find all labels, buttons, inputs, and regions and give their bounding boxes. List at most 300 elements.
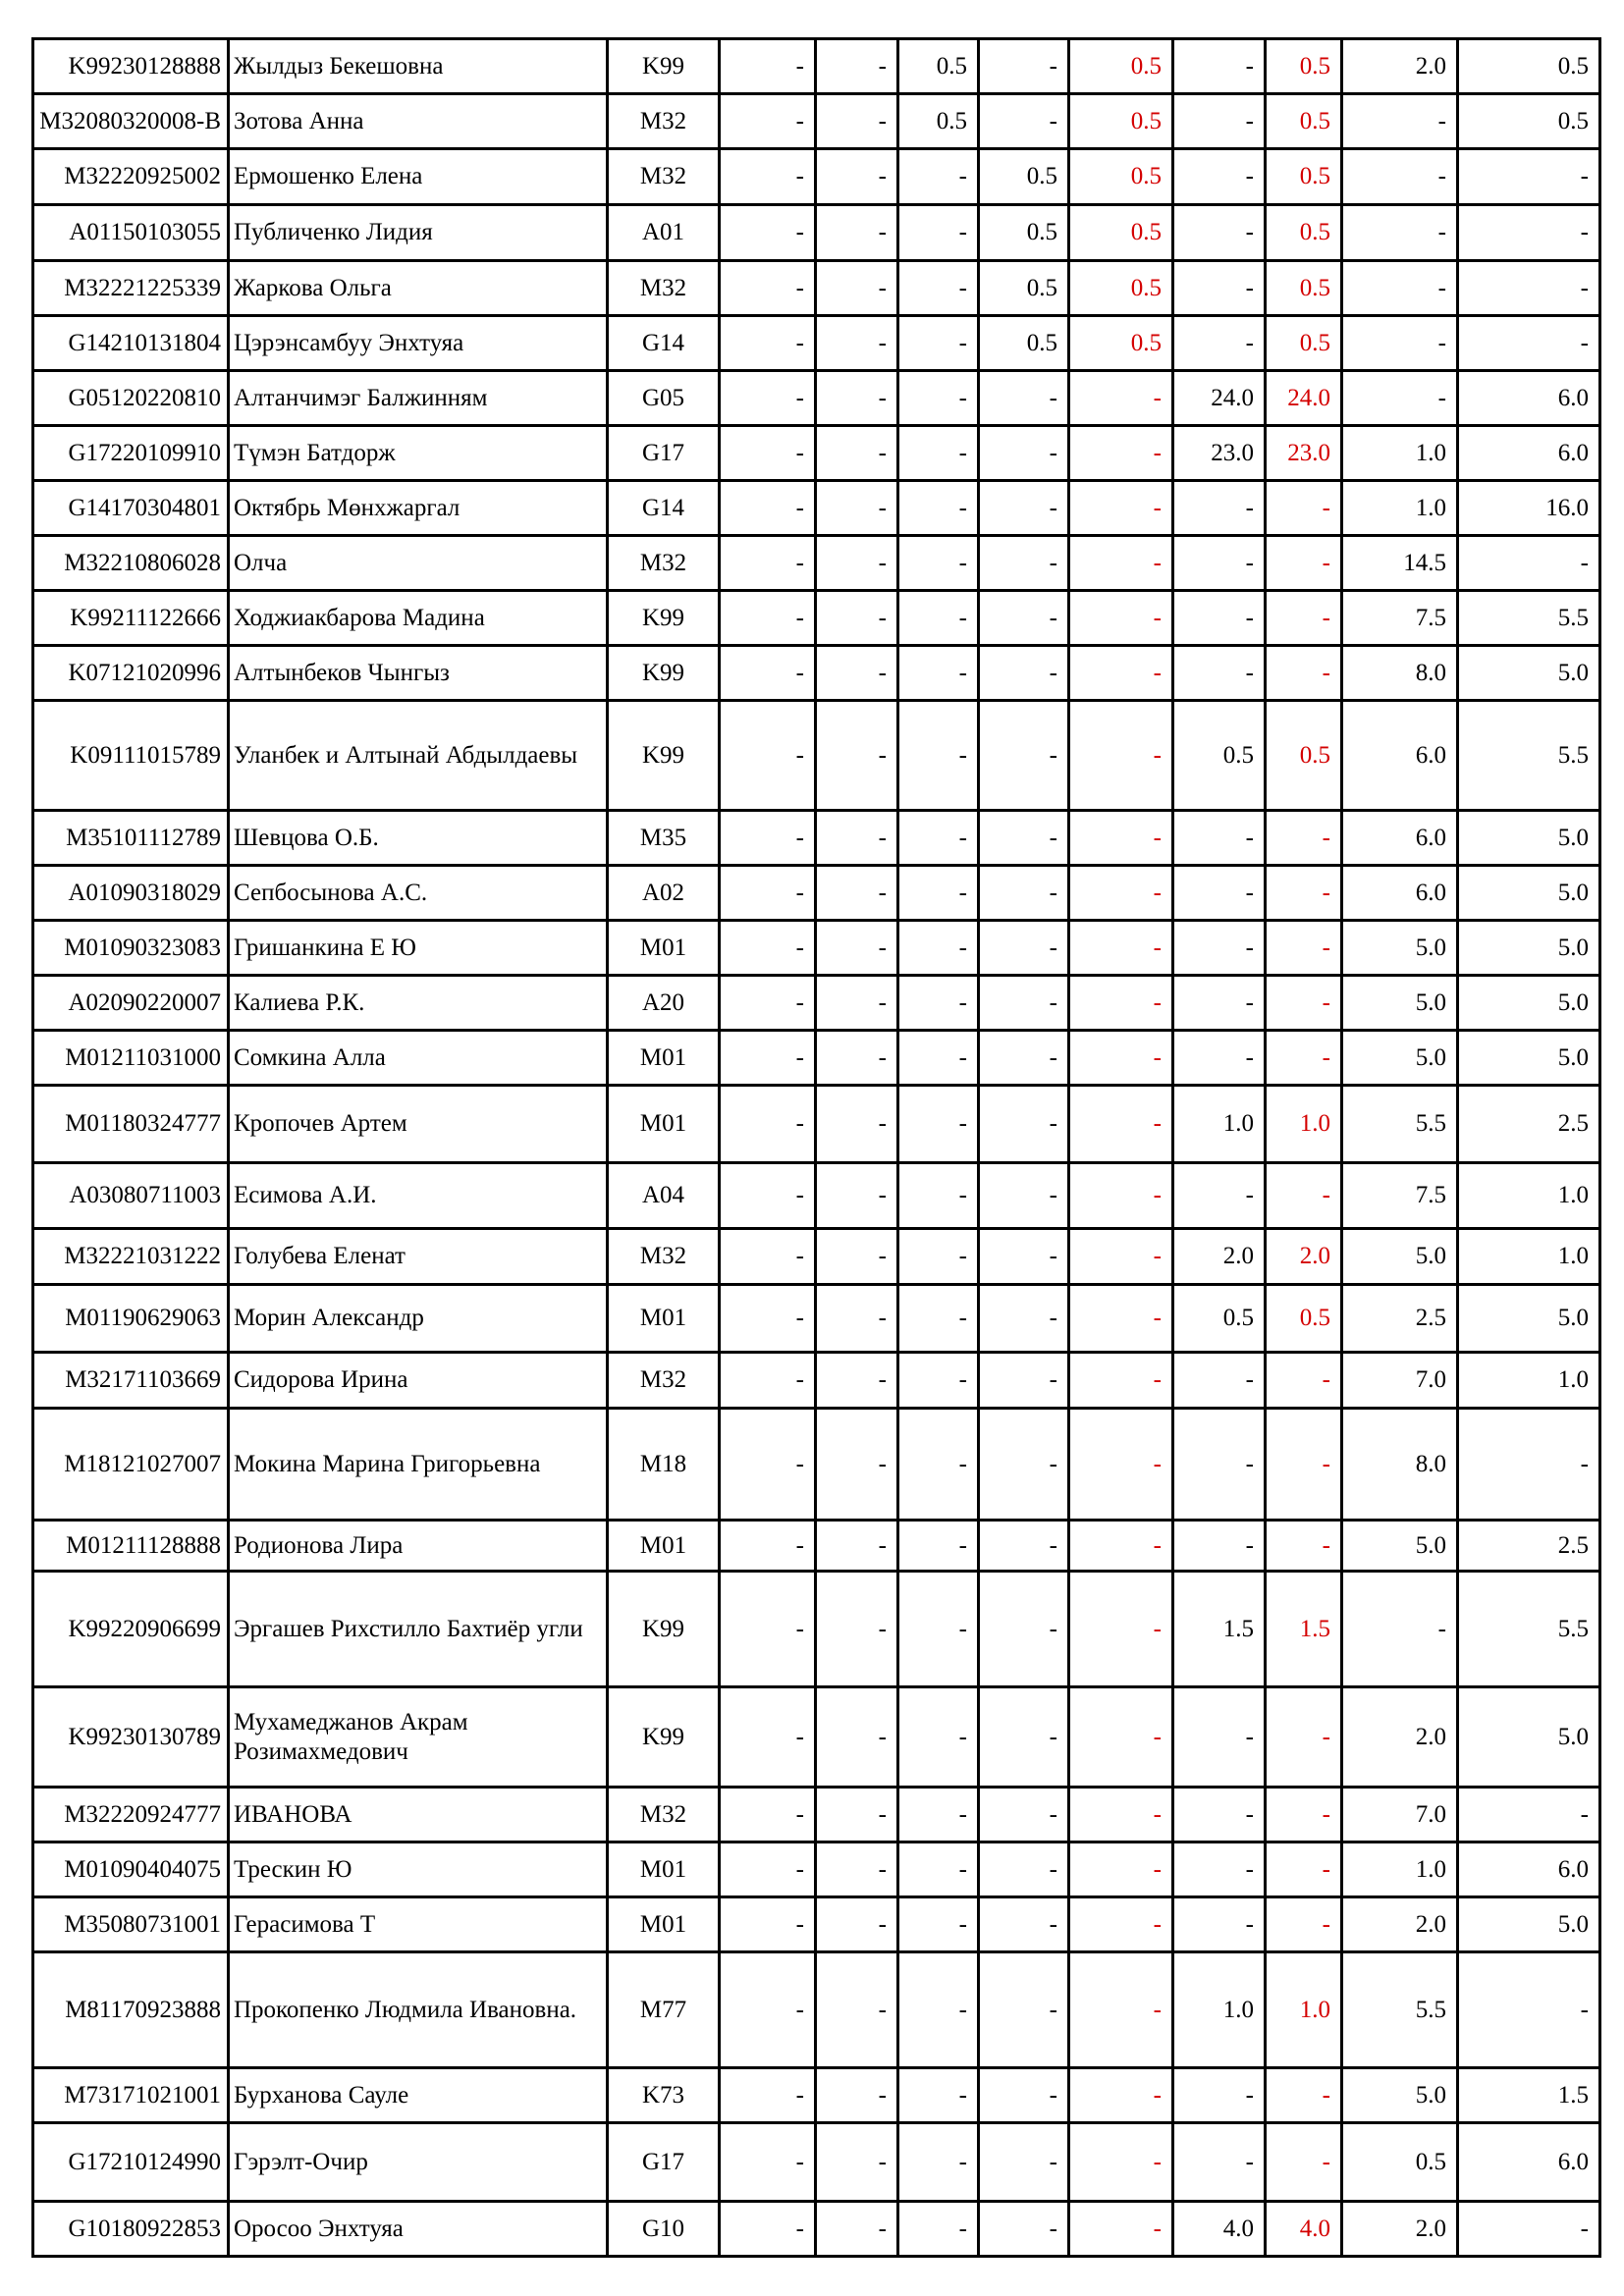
cell-value-4: -: [979, 591, 1069, 646]
table-row: [33, 701, 1600, 811]
cell-code: K99: [608, 1687, 720, 1788]
cell-value-6: 1.0: [1173, 1086, 1266, 1163]
cell-name: Бурханова Сауле: [229, 2068, 608, 2123]
cell-value-4: -: [979, 1897, 1069, 1952]
cell-value-2: -: [816, 426, 898, 481]
cell-value-9: 5.0: [1458, 1031, 1600, 1086]
table-row: [33, 811, 1600, 866]
cell-value-9: 5.0: [1458, 646, 1600, 701]
cell-value-9: 5.0: [1458, 866, 1600, 921]
cell-name: Калиева Р.К.: [229, 976, 608, 1031]
cell-name: Зотова Анна: [229, 94, 608, 149]
cell-value-7: -: [1266, 646, 1342, 701]
cell-id: K99230128888: [33, 39, 229, 94]
cell-id: A02090220007: [33, 976, 229, 1031]
cell-value-5: -: [1069, 1285, 1173, 1353]
cell-name: Мокина Марина Григорьевна: [229, 1409, 608, 1521]
table-row: [33, 261, 1600, 316]
cell-value-1: -: [720, 811, 816, 866]
cell-name: Олча: [229, 536, 608, 591]
cell-value-4: 0.5: [979, 316, 1069, 371]
cell-value-4: -: [979, 2202, 1069, 2257]
cell-code: G05: [608, 371, 720, 426]
cell-value-7: 1.0: [1266, 1952, 1342, 2068]
cell-value-7: 4.0: [1266, 2202, 1342, 2257]
cell-value-5: 0.5: [1069, 39, 1173, 94]
cell-value-1: -: [720, 2202, 816, 2257]
cell-value-2: -: [816, 811, 898, 866]
cell-value-2: -: [816, 1788, 898, 1842]
cell-value-2: -: [816, 39, 898, 94]
cell-value-9: 0.5: [1458, 39, 1600, 94]
cell-value-1: -: [720, 149, 816, 205]
cell-code: M32: [608, 149, 720, 205]
cell-name: Прокопенко Людмила Ивановна.: [229, 1952, 608, 2068]
cell-value-3: -: [898, 1788, 979, 1842]
cell-value-1: -: [720, 1572, 816, 1687]
cell-code: M32: [608, 1353, 720, 1409]
cell-code: M35: [608, 811, 720, 866]
cell-value-1: -: [720, 1788, 816, 1842]
cell-value-7: 0.5: [1266, 261, 1342, 316]
cell-value-2: -: [816, 149, 898, 205]
cell-value-9: 5.5: [1458, 1572, 1600, 1687]
cell-value-3: 0.5: [898, 94, 979, 149]
cell-name: Есимова А.И.: [229, 1163, 608, 1229]
cell-code: M32: [608, 261, 720, 316]
cell-value-5: -: [1069, 921, 1173, 976]
table-body: [33, 39, 1600, 2257]
cell-code: K73: [608, 2068, 720, 2123]
cell-value-6: 4.0: [1173, 2202, 1266, 2257]
cell-value-5: -: [1069, 426, 1173, 481]
cell-value-5: -: [1069, 2123, 1173, 2202]
cell-value-9: -: [1458, 316, 1600, 371]
cell-id: K07121020996: [33, 646, 229, 701]
cell-value-8: 2.0: [1342, 2202, 1458, 2257]
cell-name: Цэрэнсамбуу Энхтуяа: [229, 316, 608, 371]
cell-value-5: 0.5: [1069, 316, 1173, 371]
cell-value-9: 0.5: [1458, 94, 1600, 149]
cell-value-7: -: [1266, 1353, 1342, 1409]
cell-value-6: -: [1173, 921, 1266, 976]
cell-value-4: 0.5: [979, 205, 1069, 261]
table-row: [33, 205, 1600, 261]
cell-value-3: -: [898, 481, 979, 536]
cell-id: M01090323083: [33, 921, 229, 976]
cell-value-4: -: [979, 1788, 1069, 1842]
cell-code: A02: [608, 866, 720, 921]
cell-value-7: 0.5: [1266, 39, 1342, 94]
cell-value-2: -: [816, 866, 898, 921]
cell-value-5: -: [1069, 536, 1173, 591]
cell-value-2: -: [816, 921, 898, 976]
table-row: [33, 1163, 1600, 1229]
cell-code: A20: [608, 976, 720, 1031]
cell-value-4: -: [979, 1572, 1069, 1687]
cell-value-8: 5.5: [1342, 1952, 1458, 2068]
cell-value-3: -: [898, 646, 979, 701]
cell-value-7: -: [1266, 1842, 1342, 1897]
cell-value-9: -: [1458, 1952, 1600, 2068]
cell-id: M01211128888: [33, 1521, 229, 1572]
cell-value-4: -: [979, 646, 1069, 701]
cell-value-3: -: [898, 2123, 979, 2202]
cell-value-1: -: [720, 2068, 816, 2123]
cell-value-8: 1.0: [1342, 426, 1458, 481]
cell-value-9: -: [1458, 149, 1600, 205]
cell-value-2: -: [816, 701, 898, 811]
table-row: [33, 976, 1600, 1031]
cell-value-9: -: [1458, 2202, 1600, 2257]
cell-value-2: -: [816, 1086, 898, 1163]
cell-value-7: -: [1266, 976, 1342, 1031]
cell-value-5: 0.5: [1069, 205, 1173, 261]
cell-value-9: 16.0: [1458, 481, 1600, 536]
cell-value-4: -: [979, 976, 1069, 1031]
cell-value-3: -: [898, 1229, 979, 1285]
cell-id: M01090404075: [33, 1842, 229, 1897]
cell-value-4: -: [979, 1521, 1069, 1572]
table-row: [33, 1086, 1600, 1163]
cell-value-6: -: [1173, 1521, 1266, 1572]
cell-value-3: -: [898, 316, 979, 371]
cell-value-3: -: [898, 1842, 979, 1897]
table-row: [33, 1031, 1600, 1086]
cell-code: K99: [608, 39, 720, 94]
cell-id: G05120220810: [33, 371, 229, 426]
cell-value-1: -: [720, 1285, 816, 1353]
cell-value-7: 0.5: [1266, 149, 1342, 205]
cell-value-1: -: [720, 39, 816, 94]
cell-value-8: 7.0: [1342, 1353, 1458, 1409]
cell-value-7: -: [1266, 1163, 1342, 1229]
cell-value-6: 0.5: [1173, 1285, 1266, 1353]
cell-value-4: -: [979, 811, 1069, 866]
cell-value-3: -: [898, 149, 979, 205]
cell-value-6: -: [1173, 811, 1266, 866]
cell-value-5: -: [1069, 1086, 1173, 1163]
table-row: [33, 39, 1600, 94]
cell-value-6: -: [1173, 2123, 1266, 2202]
cell-value-6: -: [1173, 536, 1266, 591]
cell-value-7: -: [1266, 921, 1342, 976]
cell-value-1: -: [720, 316, 816, 371]
cell-id: A01090318029: [33, 866, 229, 921]
cell-value-2: -: [816, 2123, 898, 2202]
cell-value-8: 5.0: [1342, 1031, 1458, 1086]
cell-code: M01: [608, 1842, 720, 1897]
cell-value-4: -: [979, 921, 1069, 976]
table-row: [33, 646, 1600, 701]
cell-value-5: -: [1069, 1521, 1173, 1572]
cell-value-1: -: [720, 701, 816, 811]
cell-value-1: -: [720, 426, 816, 481]
cell-value-6: -: [1173, 2068, 1266, 2123]
cell-value-5: -: [1069, 1572, 1173, 1687]
table-row: [33, 2202, 1600, 2257]
cell-value-8: 0.5: [1342, 2123, 1458, 2202]
cell-value-4: -: [979, 1031, 1069, 1086]
cell-value-4: -: [979, 371, 1069, 426]
cell-value-1: -: [720, 536, 816, 591]
cell-code: K99: [608, 591, 720, 646]
cell-value-7: -: [1266, 1788, 1342, 1842]
cell-value-3: -: [898, 1409, 979, 1521]
cell-value-1: -: [720, 1163, 816, 1229]
table-row: [33, 921, 1600, 976]
cell-value-5: -: [1069, 701, 1173, 811]
cell-value-1: -: [720, 1842, 816, 1897]
cell-value-8: 5.0: [1342, 976, 1458, 1031]
cell-name: Түмэн Батдорж: [229, 426, 608, 481]
cell-value-5: -: [1069, 2068, 1173, 2123]
cell-name: Оросоо Энхтуяа: [229, 2202, 608, 2257]
cell-value-9: 6.0: [1458, 2123, 1600, 2202]
cell-id: K09111015789: [33, 701, 229, 811]
cell-value-2: -: [816, 261, 898, 316]
cell-value-2: -: [816, 976, 898, 1031]
cell-name: Шевцова О.Б.: [229, 811, 608, 866]
cell-value-3: -: [898, 811, 979, 866]
cell-value-6: -: [1173, 205, 1266, 261]
cell-value-3: -: [898, 1353, 979, 1409]
cell-value-2: -: [816, 316, 898, 371]
cell-id: A01150103055: [33, 205, 229, 261]
cell-code: M32: [608, 94, 720, 149]
cell-id: G17220109910: [33, 426, 229, 481]
cell-id: M01211031000: [33, 1031, 229, 1086]
cell-value-5: 0.5: [1069, 149, 1173, 205]
table-row: [33, 1788, 1600, 1842]
cell-value-8: 2.0: [1342, 39, 1458, 94]
cell-value-7: -: [1266, 811, 1342, 866]
cell-value-9: 2.5: [1458, 1086, 1600, 1163]
table-row: [33, 371, 1600, 426]
cell-value-5: -: [1069, 646, 1173, 701]
cell-value-6: -: [1173, 976, 1266, 1031]
cell-id: M35080731001: [33, 1897, 229, 1952]
cell-value-3: -: [898, 1687, 979, 1788]
cell-value-3: -: [898, 1952, 979, 2068]
cell-value-9: -: [1458, 205, 1600, 261]
cell-id: M01190629063: [33, 1285, 229, 1353]
cell-value-1: -: [720, 591, 816, 646]
cell-value-1: -: [720, 921, 816, 976]
cell-value-3: -: [898, 1897, 979, 1952]
cell-value-8: 2.0: [1342, 1687, 1458, 1788]
table-row: [33, 1409, 1600, 1521]
cell-value-1: -: [720, 1086, 816, 1163]
cell-value-9: 5.0: [1458, 811, 1600, 866]
cell-value-9: -: [1458, 1788, 1600, 1842]
cell-value-6: -: [1173, 866, 1266, 921]
table-row: [33, 1572, 1600, 1687]
cell-value-6: 23.0: [1173, 426, 1266, 481]
cell-value-5: -: [1069, 1353, 1173, 1409]
cell-id: M32220924777: [33, 1788, 229, 1842]
cell-code: M01: [608, 1031, 720, 1086]
cell-value-7: 0.5: [1266, 205, 1342, 261]
cell-value-9: 5.5: [1458, 591, 1600, 646]
cell-id: M32221225339: [33, 261, 229, 316]
cell-value-3: -: [898, 1086, 979, 1163]
cell-value-3: -: [898, 1572, 979, 1687]
table-row: [33, 2123, 1600, 2202]
cell-id: G14170304801: [33, 481, 229, 536]
cell-value-1: -: [720, 646, 816, 701]
cell-value-5: -: [1069, 866, 1173, 921]
cell-value-6: 1.0: [1173, 1952, 1266, 2068]
cell-value-9: 6.0: [1458, 426, 1600, 481]
table-row: [33, 1897, 1600, 1952]
cell-value-4: -: [979, 481, 1069, 536]
cell-name: Жылдыз Бекешовна: [229, 39, 608, 94]
cell-value-3: -: [898, 536, 979, 591]
cell-value-6: -: [1173, 1031, 1266, 1086]
cell-name: Октябрь Мөнхжаргал: [229, 481, 608, 536]
table-row: [33, 149, 1600, 205]
cell-id: M32221031222: [33, 1229, 229, 1285]
table-row: [33, 2068, 1600, 2123]
cell-code: M77: [608, 1952, 720, 2068]
cell-value-8: 1.0: [1342, 481, 1458, 536]
cell-value-8: 5.0: [1342, 2068, 1458, 2123]
cell-value-6: -: [1173, 316, 1266, 371]
cell-value-7: 1.5: [1266, 1572, 1342, 1687]
cell-value-2: -: [816, 205, 898, 261]
cell-id: K99220906699: [33, 1572, 229, 1687]
cell-value-6: -: [1173, 261, 1266, 316]
table-row: [33, 481, 1600, 536]
cell-value-3: -: [898, 1163, 979, 1229]
cell-value-8: 6.0: [1342, 701, 1458, 811]
cell-value-9: 5.0: [1458, 976, 1600, 1031]
cell-name: ИВАНОВА: [229, 1788, 608, 1842]
cell-value-4: -: [979, 1842, 1069, 1897]
cell-value-2: -: [816, 481, 898, 536]
cell-value-1: -: [720, 2123, 816, 2202]
cell-id: M81170923888: [33, 1952, 229, 2068]
cell-name: Гэрэлт-Очир: [229, 2123, 608, 2202]
cell-value-1: -: [720, 481, 816, 536]
cell-value-3: -: [898, 1521, 979, 1572]
cell-value-1: -: [720, 371, 816, 426]
cell-value-3: -: [898, 591, 979, 646]
cell-name: Публиченко Лидия: [229, 205, 608, 261]
cell-value-4: -: [979, 2068, 1069, 2123]
cell-code: K99: [608, 646, 720, 701]
table-row: [33, 536, 1600, 591]
cell-value-1: -: [720, 1521, 816, 1572]
cell-id: M32171103669: [33, 1353, 229, 1409]
cell-value-9: 1.0: [1458, 1163, 1600, 1229]
cell-value-7: 1.0: [1266, 1086, 1342, 1163]
cell-value-5: -: [1069, 1163, 1173, 1229]
cell-value-9: 5.0: [1458, 921, 1600, 976]
cell-value-9: 1.0: [1458, 1353, 1600, 1409]
cell-value-5: -: [1069, 1788, 1173, 1842]
cell-value-2: -: [816, 1897, 898, 1952]
cell-value-4: 0.5: [979, 149, 1069, 205]
cell-value-7: 0.5: [1266, 701, 1342, 811]
cell-value-5: -: [1069, 811, 1173, 866]
cell-value-8: 7.0: [1342, 1788, 1458, 1842]
cell-id: G14210131804: [33, 316, 229, 371]
cell-code: M01: [608, 1521, 720, 1572]
cell-code: K99: [608, 1572, 720, 1687]
cell-value-7: 0.5: [1266, 94, 1342, 149]
cell-value-3: -: [898, 921, 979, 976]
cell-value-3: -: [898, 1031, 979, 1086]
cell-code: M32: [608, 1229, 720, 1285]
cell-value-4: 0.5: [979, 261, 1069, 316]
cell-value-6: 24.0: [1173, 371, 1266, 426]
cell-value-4: -: [979, 1353, 1069, 1409]
cell-value-3: -: [898, 701, 979, 811]
cell-value-2: -: [816, 1687, 898, 1788]
cell-name: Кропочев Артем: [229, 1086, 608, 1163]
cell-value-3: -: [898, 976, 979, 1031]
cell-value-4: -: [979, 2123, 1069, 2202]
data-table: [31, 37, 1601, 2258]
cell-id: M01180324777: [33, 1086, 229, 1163]
cell-value-5: -: [1069, 1842, 1173, 1897]
cell-id: A03080711003: [33, 1163, 229, 1229]
cell-value-8: -: [1342, 94, 1458, 149]
cell-value-8: 7.5: [1342, 591, 1458, 646]
cell-id: M32210806028: [33, 536, 229, 591]
cell-value-2: -: [816, 2068, 898, 2123]
cell-value-4: -: [979, 1229, 1069, 1285]
cell-value-6: -: [1173, 94, 1266, 149]
cell-value-5: -: [1069, 1031, 1173, 1086]
cell-value-7: -: [1266, 2123, 1342, 2202]
cell-value-8: -: [1342, 205, 1458, 261]
cell-id: K99230130789: [33, 1687, 229, 1788]
cell-code: G17: [608, 426, 720, 481]
cell-value-5: -: [1069, 2202, 1173, 2257]
cell-value-2: -: [816, 591, 898, 646]
cell-value-6: -: [1173, 1353, 1266, 1409]
cell-code: A01: [608, 205, 720, 261]
cell-value-4: -: [979, 1163, 1069, 1229]
cell-value-2: -: [816, 371, 898, 426]
cell-value-3: -: [898, 866, 979, 921]
cell-value-1: -: [720, 1409, 816, 1521]
cell-value-4: -: [979, 866, 1069, 921]
cell-value-6: -: [1173, 1842, 1266, 1897]
cell-value-9: 5.0: [1458, 1687, 1600, 1788]
cell-value-2: -: [816, 1229, 898, 1285]
cell-code: M18: [608, 1409, 720, 1521]
cell-value-4: -: [979, 1285, 1069, 1353]
cell-value-2: -: [816, 1572, 898, 1687]
cell-value-6: -: [1173, 1163, 1266, 1229]
cell-value-4: -: [979, 1687, 1069, 1788]
cell-id: G10180922853: [33, 2202, 229, 2257]
table-row: [33, 1285, 1600, 1353]
cell-value-2: -: [816, 1521, 898, 1572]
cell-value-6: -: [1173, 591, 1266, 646]
cell-id: M35101112789: [33, 811, 229, 866]
cell-value-5: -: [1069, 1897, 1173, 1952]
cell-value-8: 2.0: [1342, 1897, 1458, 1952]
cell-value-6: 0.5: [1173, 701, 1266, 811]
cell-value-9: 5.0: [1458, 1897, 1600, 1952]
cell-value-4: -: [979, 1952, 1069, 2068]
cell-code: G14: [608, 316, 720, 371]
